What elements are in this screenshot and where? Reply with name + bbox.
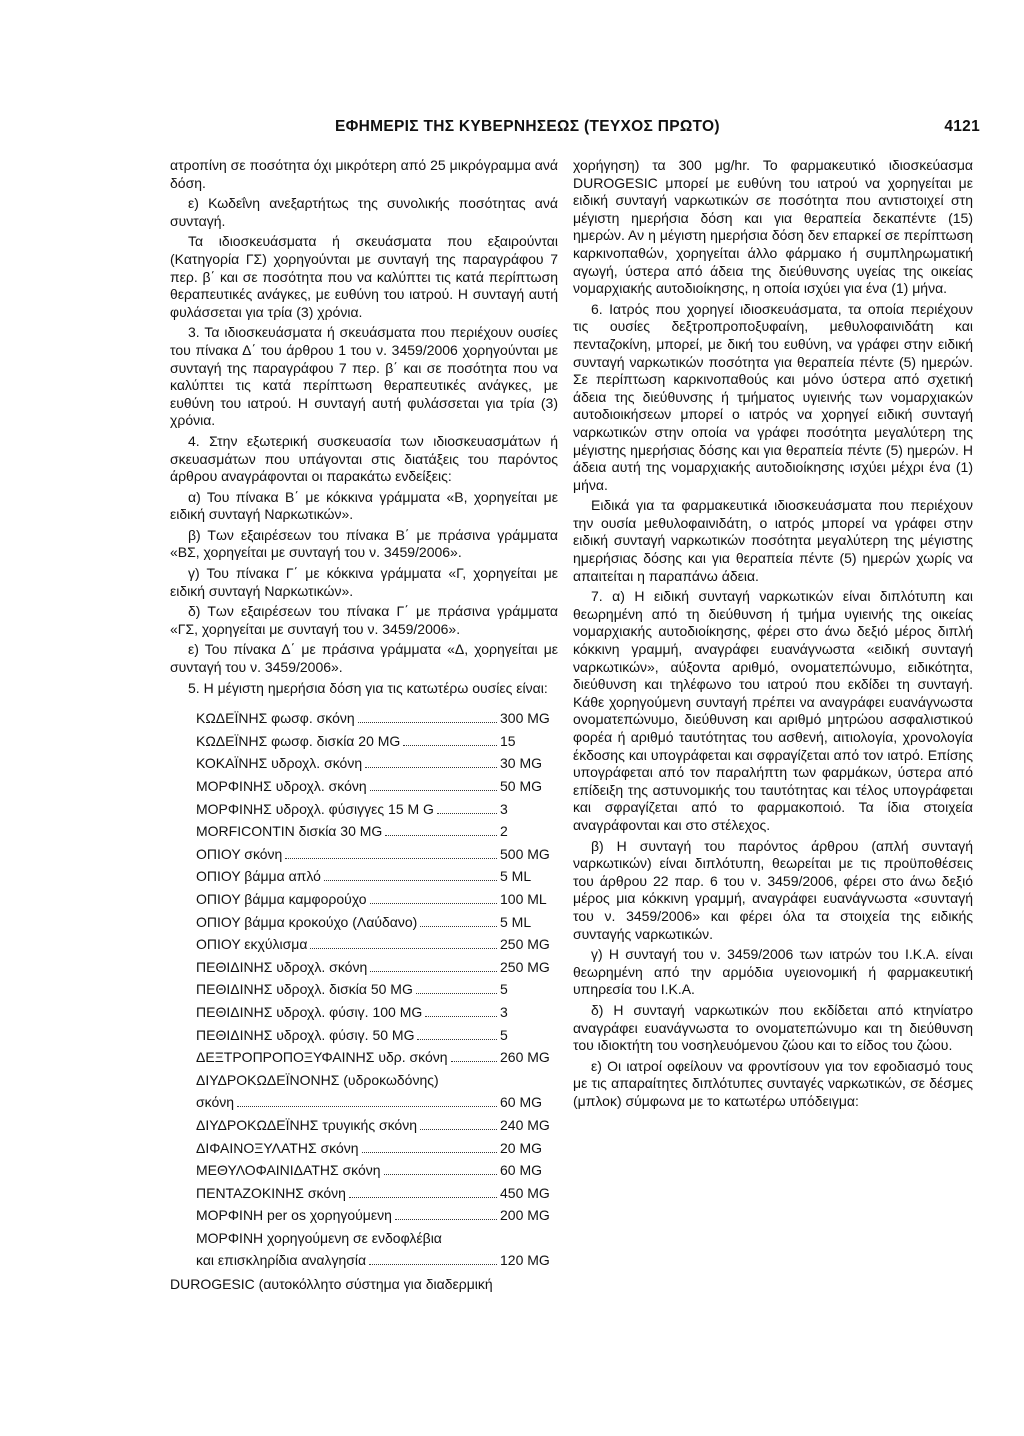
- dose-substance: ΜΕΘΥΛΟΦΑΙΝΙΔΑΤΗΣ σκόνη: [196, 1162, 381, 1179]
- dose-value: 30 MG: [500, 755, 543, 772]
- dose-value: 60 MG: [500, 1162, 543, 1179]
- dose-row: [196, 1024, 550, 1047]
- dose-row: [196, 843, 550, 866]
- dose-value: 60 MG: [500, 1094, 543, 1111]
- dose-row: [196, 956, 550, 979]
- dose-value: 200 MG: [500, 1207, 550, 1224]
- dose-substance: ΠΕΘΙΔΙΝΗΣ υδροχλ. δισκία 50 MG: [196, 981, 413, 998]
- dose-row: [196, 1159, 550, 1182]
- dose-value: 5 ML: [500, 913, 532, 930]
- dose-substance: ΔΕΞΤΡΟΠΡΟΠΟΞΥΦΑΙΝΗΣ υδρ. σκόνη: [196, 1049, 448, 1066]
- dose-row: [196, 1046, 550, 1069]
- dose-substance: ΜΟΡΦΙΝΗ χορηγούμενη σε ενδοφλέβια: [196, 1229, 442, 1246]
- dose-row: [196, 1249, 550, 1272]
- dose-row: [196, 1001, 550, 1024]
- dose-substance: ΜΟΡΦΙΝΗΣ υδροχλ. σκόνη: [196, 778, 367, 794]
- dose-substance: ΟΠΙΟΥ βάμμα κροκούχο (Λαύδανο): [196, 913, 418, 930]
- dose-value: 120 MG: [500, 1252, 550, 1269]
- dose-value: 5: [500, 1026, 508, 1043]
- paragraph: ε) Του πίνακα Δ΄ με πράσινα γράμματα «Δ, χορηγείται με συνταγή του ν. 3459/2006».: [170, 641, 558, 676]
- dose-substance: ΚΩΔΕΪΝΗΣ φωσφ. σκόνη: [196, 710, 355, 727]
- dose-row: [196, 978, 550, 1001]
- paragraph: β) Η συνταγή του παρόντος άρθρου (απλή συνταγή ναρκωτικών) είναι διπλότυπη, θεωρείται με τις προϋποθέσεις του άρθρου 22 παρ. 6 του ν. 3459/2006, φέρει στο άνω δεξιό μέρος μια κόκκινη γραμμή, αναγράφει ευανάγνωστα «συνταγή του ν. 3459/2006» και φέρει όλα τα στοιχεία της ειδικής συνταγής ναρκωτικών.: [573, 837, 973, 942]
- dose-value: 3: [500, 800, 508, 817]
- dose-substance: ΜΟΡΦΙΝΗ per os χορηγούμενη: [196, 1207, 392, 1224]
- dose-value: 20 MG: [500, 1139, 543, 1156]
- dose-substance: ΟΠΙΟΥ σκόνη: [196, 845, 283, 862]
- paragraph: 6. Ιατρός που χορηγεί ιδιοσκευάσματα, τα οποία περιέχουν τις ουσίες δεξτροπροποξυφαίνη, μεθυλοφαινιδάτη και πενταζοκίνη, μπορεί, με δική του ευθύνη, να γράφει στην ειδική συνταγή ναρκωτικών ποσότητα για θεραπεία πέντε (5) ημερών. Σε περίπτωση καρκινοπαθούς και μόνο ύστερα από σχετική άδεια της διεύθυνσης ή τμήματος υγιεινής των νομαρχιακών αυτοδιοικήσεων μπορεί ο ιατρός να χορηγεί ειδική συνταγή ναρκωτικών στην οποία να γράφει ποσότητα μεγαλύτερη της μέγιστης ημερήσιας δόσης και για θεραπεία πέντε (5) ημερών. Η άδεια αυτή της νομαρχιακής αυτοδιοίκησης ισχύει μέχρι ένα (1) μήνα.: [573, 300, 973, 493]
- dose-substance: ΚΟΚΑΪΝΗΣ υδροχλ. σκόνη: [196, 755, 363, 772]
- paragraph: β) Των εξαιρέσεων του πίνακα Β΄ με πράσινα γράμματα «ΒΣ, χορηγείται με συνταγή του ν. 3459/2006».: [170, 526, 558, 561]
- dose-value: 450 MG: [500, 1184, 550, 1201]
- left-column: [170, 157, 558, 1297]
- dose-substance: ΠΕΘΙΔΙΝΗΣ υδροχλ. φύσιγ. 50 MG: [196, 1026, 415, 1043]
- dose-value: 300 MG: [500, 710, 550, 727]
- dose-row: [196, 1091, 550, 1114]
- dose-value: 250 MG: [500, 936, 550, 953]
- dose-row: [196, 707, 550, 730]
- dose-substance: και επισκληρίδια αναλγησία: [196, 1252, 367, 1269]
- paragraph: 7. α) Η ειδική συνταγή ναρκωτικών είναι διπλότυπη και θεωρημένη από τη διεύθυνση ή τμήμα υγιεινής της οικείας νομαρχιακής αυτοδιοίκησης, φέρει στο άνω δεξιό μέρος διπλή κόκκινη γραμμή, αναγράφει ευανάγνωστα «ειδική συνταγή ναρκωτικών», αύξοντα αριθμό, ονοματεπώνυμο, ειδικότητα, διεύθυνση και τηλέφωνο του ιατρού που εκδίδει τη συνταγή. Κάθε χορηγούμενη συνταγή πρέπει να αναγράφει ευανάγνωστα ονοματεπώνυμο, διεύθυνση και αριθμό μητρώου ασφαλιστικού φορέα ή αριθμό ταυτότητας του ασθενή, αιτιολογία, χρονολογία έκδοσης και υπογράφεται και σφραγίζεται από τον ιατρό. Επίσης υπογράφεται από τον παραλήπτη των φαρμάκων, ύστερα από επίδειξη της αστυνομικής του ταυτότητας και τέλος υπογράφεται και σφραγίζεται από το φαρμακοποιό. Τα ίδια στοιχεία αναγράφονται και στο στέλεχος.: [573, 588, 973, 833]
- dose-substance: ΔΙΥΔΡΟΚΩΔΕΪΝΗΣ τρυγικής σκόνη: [196, 1116, 417, 1133]
- paragraph: ε) Οι ιατροί οφείλουν να φροντίσουν για τον εφοδιασμό τους με τις απαραίτητες διπλότυπες συνταγές ναρκωτικών, σε δέσμες (μπλοκ) σύμφωνα με το κατωτέρω υπόδειγμα:: [573, 1057, 973, 1109]
- dose-value: 5: [500, 981, 508, 998]
- dose-substance: ΟΠΙΟΥ βάμμα καμφορούχο: [196, 890, 367, 907]
- paragraph: χορήγηση) τα 300 μg/hr. Το φαρμακευτικό ιδιοσκεύασμα DUROGESIC μπορεί με ευθύνη του ιατρού να χορηγείται με ειδική συνταγή ναρκωτικών σε ποσότητα που αντιστοιχεί στη μέγιστη ημερήσια δόση και για θεραπεία δεκαπέντε (15) ημερών. Αν η μέγιστη ημερήσια δόση δεν επαρκεί σε περίπτωση καρκινοπαθών, χορηγείται άλλο φάρμακο ή συμπληρωματική αγωγή, ύστερα από άδεια της διεύθυνσης υγείας της οικείας νομαρχιακής αυτοδιοίκησης, η οποία ισχύει για ένα (1) μήνα.: [573, 157, 973, 297]
- dose-substance: ΔΙΥΔΡΟΚΩΔΕΪΝΟΝΗΣ (υδροκωδόνης): [196, 1071, 439, 1088]
- dose-substance: ΔΙΦΑΙΝΟΞΥΛΑΤΗΣ σκόνη: [196, 1139, 359, 1156]
- dose-row: [196, 1182, 550, 1205]
- dose-substance: ΠΕΘΙΔΙΝΗΣ υδροχλ. σκόνη: [196, 958, 368, 975]
- dose-row: [196, 752, 550, 775]
- dose-row: [196, 1227, 550, 1250]
- dose-value: 3: [500, 1003, 508, 1020]
- dose-value: 15: [500, 732, 516, 749]
- dose-row: [196, 1069, 550, 1092]
- page-header: [170, 118, 980, 136]
- dose-substance: ΟΠΙΟΥ βάμμα απλό: [196, 868, 321, 885]
- dose-row: [196, 820, 550, 843]
- paragraph: δ) Η συνταγή ναρκωτικών που εκδίδεται από κτηνίατρο αναγράφει ευανάγνωστα το ονοματεπώνυμο και τη διεύθυνση του ιδιοκτήτη του νοσηλευόμενου ζώου και το είδος του ζώου.: [573, 1001, 973, 1054]
- dose-row: [196, 1204, 550, 1227]
- dose-row: [196, 775, 550, 798]
- paragraph: ε) Κωδεΐνη ανεξαρτήτως της συνολικής ποσότητας ανά συνταγή.: [170, 195, 558, 229]
- right-column: [573, 157, 973, 1113]
- dose-row: [196, 888, 550, 911]
- dose-value: 240 MG: [500, 1116, 550, 1133]
- paragraph: ατροπίνη σε ποσότητα όχι μικρότερη από 25 μικρόγραμμα ανά δόση.: [170, 157, 558, 191]
- dose-row: [196, 865, 550, 888]
- paragraph: γ) Η συνταγή του ν. 3459/2006 των ιατρών του Ι.Κ.Α. είναι θεωρημένη από την αρμόδια υγειονομική ή φαρμακευτική υπηρεσία του Ι.Κ.Α.: [573, 946, 973, 998]
- paragraph: Ειδικά για τα φαρμακευτικά ιδιοσκευάσματα που περιέχουν την ουσία μεθυλοφαινιδάτη, ο ιατρός μπορεί να γράφει στην ειδική συνταγή ναρκωτικών ποσότητα μεγαλύτερη της μέγιστης ημερήσιας δόσης και για θεραπεία πέντε (5) ημερών χωρίς να απαιτείται η παραπάνω άδεια.: [573, 497, 973, 584]
- paragraph: δ) Των εξαιρέσεων του πίνακα Γ΄ με πράσινα γράμματα «ΓΣ, χορηγείται με συνταγή του ν. 3459/2006».: [170, 603, 558, 637]
- dose-row: [196, 1114, 550, 1137]
- dose-value: 260 MG: [500, 1049, 550, 1066]
- dose-substance: MORFICONTIN δισκία 30 MG: [196, 823, 383, 840]
- dose-value: 100 ML: [500, 890, 547, 907]
- dose-substance: σκόνη: [196, 1094, 235, 1111]
- paragraph: 5. Η μέγιστη ημερήσια δόση για τις κατωτέρω ουσίες είναι:: [188, 679, 548, 696]
- page-number: 4121: [944, 118, 980, 135]
- paragraph: 4. Στην εξωτερική συσκευασία των ιδιοσκευασμάτων ή σκευασμάτων που υπάγονται στις διατάξεις του παρόντος άρθρου αναγράφονται οι παρακάτω ενδείξεις:: [170, 432, 558, 485]
- dose-substance: ΠΕΘΙΔΙΝΗΣ υδροχλ. φύσιγ. 100 MG: [196, 1003, 423, 1020]
- dose-value: 2: [500, 823, 508, 840]
- paragraph: 3. Τα ιδιοσκευάσματα ή σκευάσματα που περιέχουν ουσίες του πίνακα Δ΄ του άρθρου 1 του ν. 3459/2006 χορηγούνται με συνταγή της παραγράφου 7 περ. β΄ και σε ποσότητα που να καλύπτει τις κατά περίπτωση θεραπευτικές ανάγκες, με ευθύνη του ιατρού. Η συνταγή αυτή φυλάσσεται για τρία (3) χρόνια.: [170, 324, 558, 429]
- dose-value: 50 MG: [500, 778, 543, 794]
- max-dose-table: [196, 707, 550, 1272]
- dose-row: [196, 730, 550, 753]
- dose-substance: ΚΩΔΕΪΝΗΣ φωσφ. δισκία 20 MG: [196, 732, 401, 749]
- paragraph: Τα ιδιοσκευάσματα ή σκευάσματα που εξαιρούνται (Κατηγορία ΓΣ) χορηγούνται με συνταγή της παραγράφου 7 περ. β΄ και σε ποσότητα που να καλύπτει τις κατά περίπτωση θεραπευτικές ανάγκες, με ευθύνη του ιατρού. Η συνταγή αυτή φυλάσσεται για τρία (3) χρόνια.: [170, 233, 558, 320]
- paragraph: α) Του πίνακα Β΄ με κόκκινα γράμματα «Β, χορηγείται με ειδική συνταγή Ναρκωτικών».: [170, 488, 558, 523]
- dose-row: [196, 1137, 550, 1160]
- dose-value: 250 MG: [500, 958, 550, 975]
- dose-value: 5 ML: [500, 868, 532, 885]
- dose-value: 500 MG: [500, 845, 550, 862]
- dose-substance: ΟΠΙΟΥ εκχύλισμα: [196, 936, 308, 953]
- gazette-title: ΕΦΗΜΕΡΙΣ ΤΗΣ ΚΥΒΕΡΝΗΣΕΩΣ (ΤΕΥΧΟΣ ΠΡΩΤΟ): [335, 118, 720, 135]
- paragraph: γ) Του πίνακα Γ΄ με κόκκινα γράμματα «Γ, χορηγείται με ειδική συνταγή Ναρκωτικών».: [170, 565, 558, 599]
- dose-row: [196, 798, 550, 821]
- dose-row: [196, 911, 550, 934]
- dose-substance: ΠΕΝΤΑΖΟΚΙΝΗΣ σκόνη: [196, 1184, 346, 1201]
- dose-row: [196, 933, 550, 956]
- dose-substance: ΜΟΡΦΙΝΗΣ υδροχλ. φύσιγγες 15 M G: [196, 800, 434, 817]
- paragraph: DUROGESIC (αυτοκόλλητο σύστημα για διαδερμική: [170, 1276, 493, 1293]
